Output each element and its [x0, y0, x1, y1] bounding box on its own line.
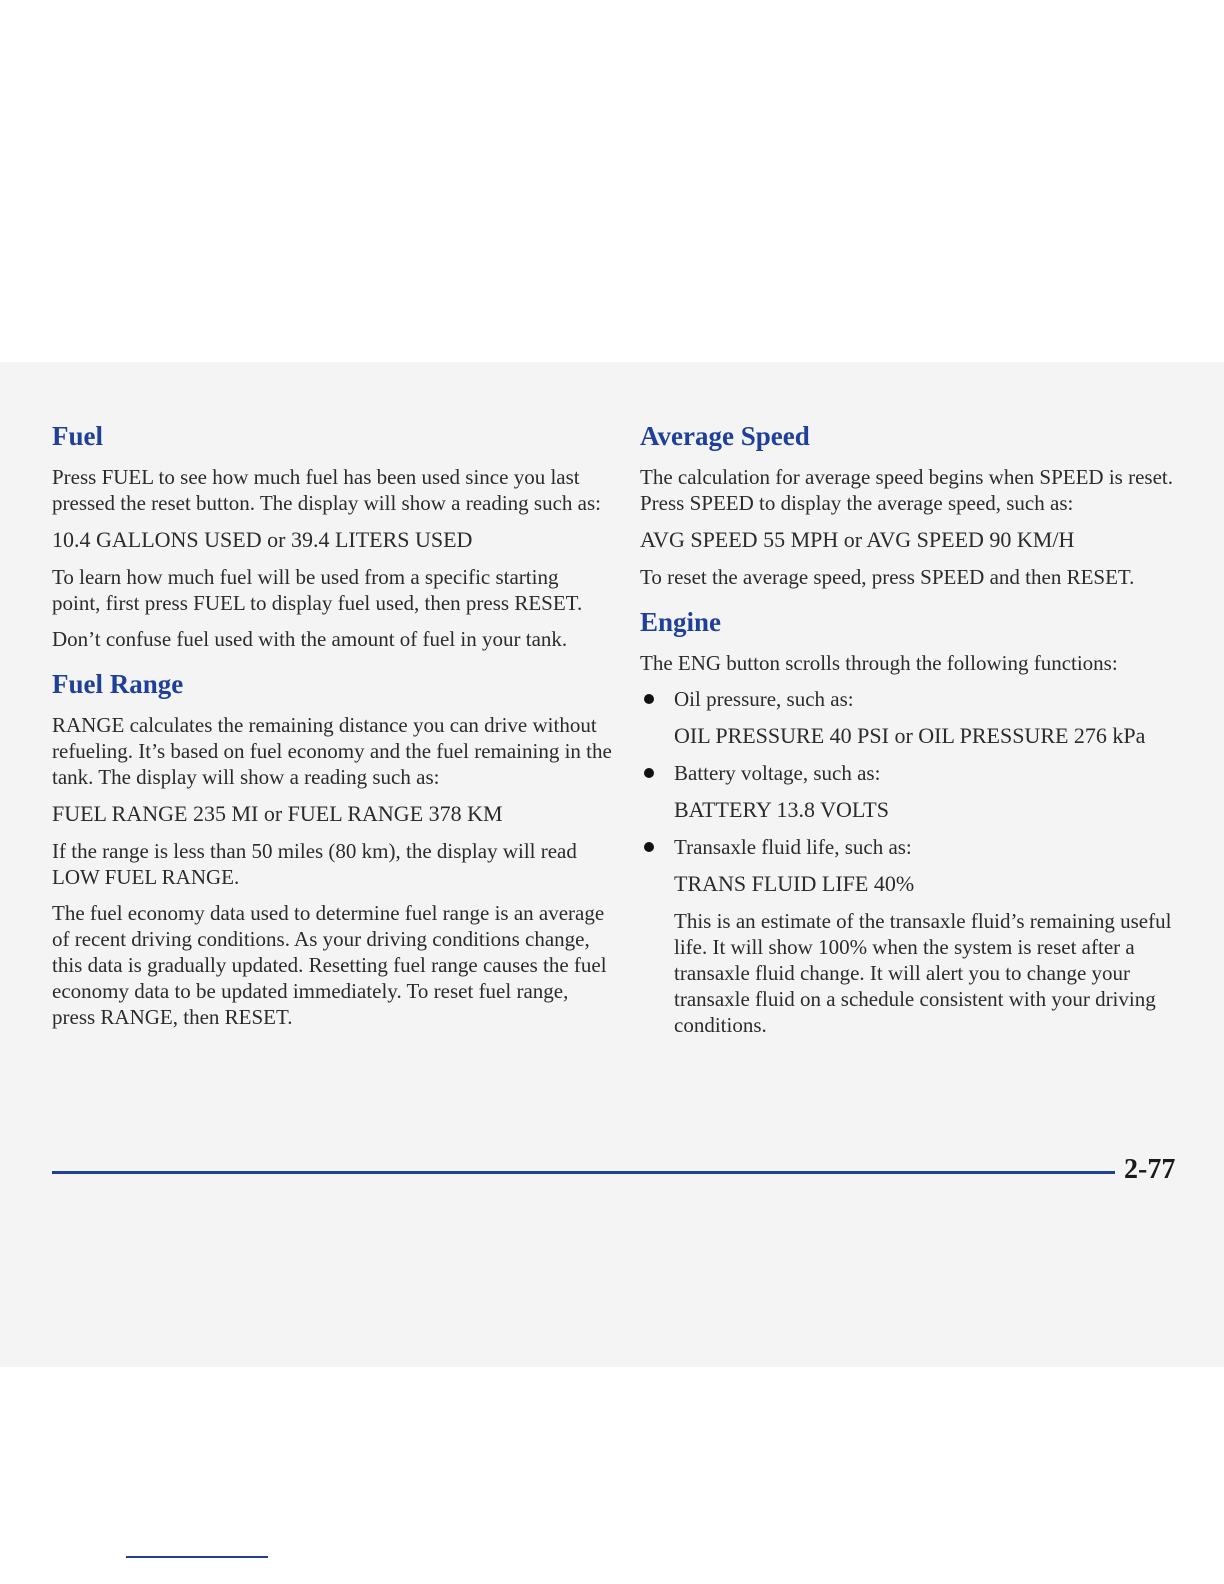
bullet-icon: [644, 842, 654, 852]
fuel-intro: Press FUEL to see how much fuel has been used since you last pressed the reset button. The display will show a reading such as:: [52, 465, 601, 515]
oil-pressure-readout-example: OIL PRESSURE 40 PSI or OIL PRESSURE 276 kPa: [674, 723, 1146, 748]
section-fuel: [52, 418, 612, 652]
fuel-range-economy-text: The fuel economy data used to determine fuel range is an average of recent driving conditions. As your driving conditions change, this data is gradually updated. Resetting fuel range causes the fuel economy data to be updated immediately. To reset fuel range, press RANGE, then RESET.: [52, 901, 607, 1029]
average-speed-reset-text: To reset the average speed, press SPEED and then RESET.: [640, 565, 1135, 589]
average-speed-intro: The calculation for average speed begins when SPEED is reset. Press SPEED to display the average speed, such as:: [640, 465, 1173, 515]
section-average-speed: [640, 418, 1200, 590]
left-column: [52, 418, 612, 1040]
bullet-icon: [644, 694, 654, 704]
list-item-transaxle-fluid-life: [640, 834, 1200, 1038]
engine-intro: The ENG button scrolls through the following functions:: [640, 651, 1118, 675]
bottom-divider: [126, 1556, 268, 1558]
list-item-oil-pressure: [640, 686, 1200, 750]
right-column: [640, 418, 1200, 1048]
section-fuel-range: [52, 666, 612, 1030]
transaxle-fluid-label: Transaxle fluid life, such as:: [674, 835, 912, 859]
fuel-range-intro: RANGE calculates the remaining distance you can drive without refueling. It’s based on fuel economy and the fuel remaining in the tank. The display will show a reading such as:: [52, 713, 612, 789]
bullet-icon: [644, 768, 654, 778]
fuel-range-heading: Fuel Range: [52, 669, 184, 699]
transaxle-fluid-note: This is an estimate of the transaxle fluid’s remaining useful life. It will show 100% when the system is reset after a transaxle fluid change. It will alert you to change your transaxle fluid on a schedule consistent with your driving conditions.: [674, 909, 1172, 1037]
page-number: 2-77: [1124, 1154, 1176, 1185]
list-item-battery-voltage: [640, 760, 1200, 824]
fuel-note: Don’t confuse fuel used with the amount of fuel in your tank.: [52, 627, 568, 651]
oil-pressure-label: Oil pressure, such as:: [674, 687, 854, 711]
transaxle-fluid-readout-example: TRANS FLUID LIFE 40%: [674, 871, 915, 896]
engine-function-list: [640, 686, 1200, 1038]
footer-divider: [52, 1171, 1115, 1174]
battery-voltage-readout-example: BATTERY 13.8 VOLTS: [674, 797, 889, 822]
average-speed-readout-example: AVG SPEED 55 MPH or AVG SPEED 90 KM/H: [640, 527, 1075, 552]
engine-heading: Engine: [640, 607, 722, 637]
section-engine: [640, 604, 1200, 1038]
fuel-learn-text: To learn how much fuel will be used from a specific starting point, first press FUEL to display fuel used, then press RESET.: [52, 565, 583, 615]
fuel-heading: Fuel: [52, 421, 103, 451]
battery-voltage-label: Battery voltage, such as:: [674, 761, 881, 785]
fuel-range-readout-example: FUEL RANGE 235 MI or FUEL RANGE 378 KM: [52, 801, 503, 826]
average-speed-heading: Average Speed: [640, 421, 810, 451]
fuel-readout-example: 10.4 GALLONS USED or 39.4 LITERS USED: [52, 527, 473, 552]
fuel-range-low-text: If the range is less than 50 miles (80 km), the display will read LOW FUEL RANGE.: [52, 839, 577, 889]
